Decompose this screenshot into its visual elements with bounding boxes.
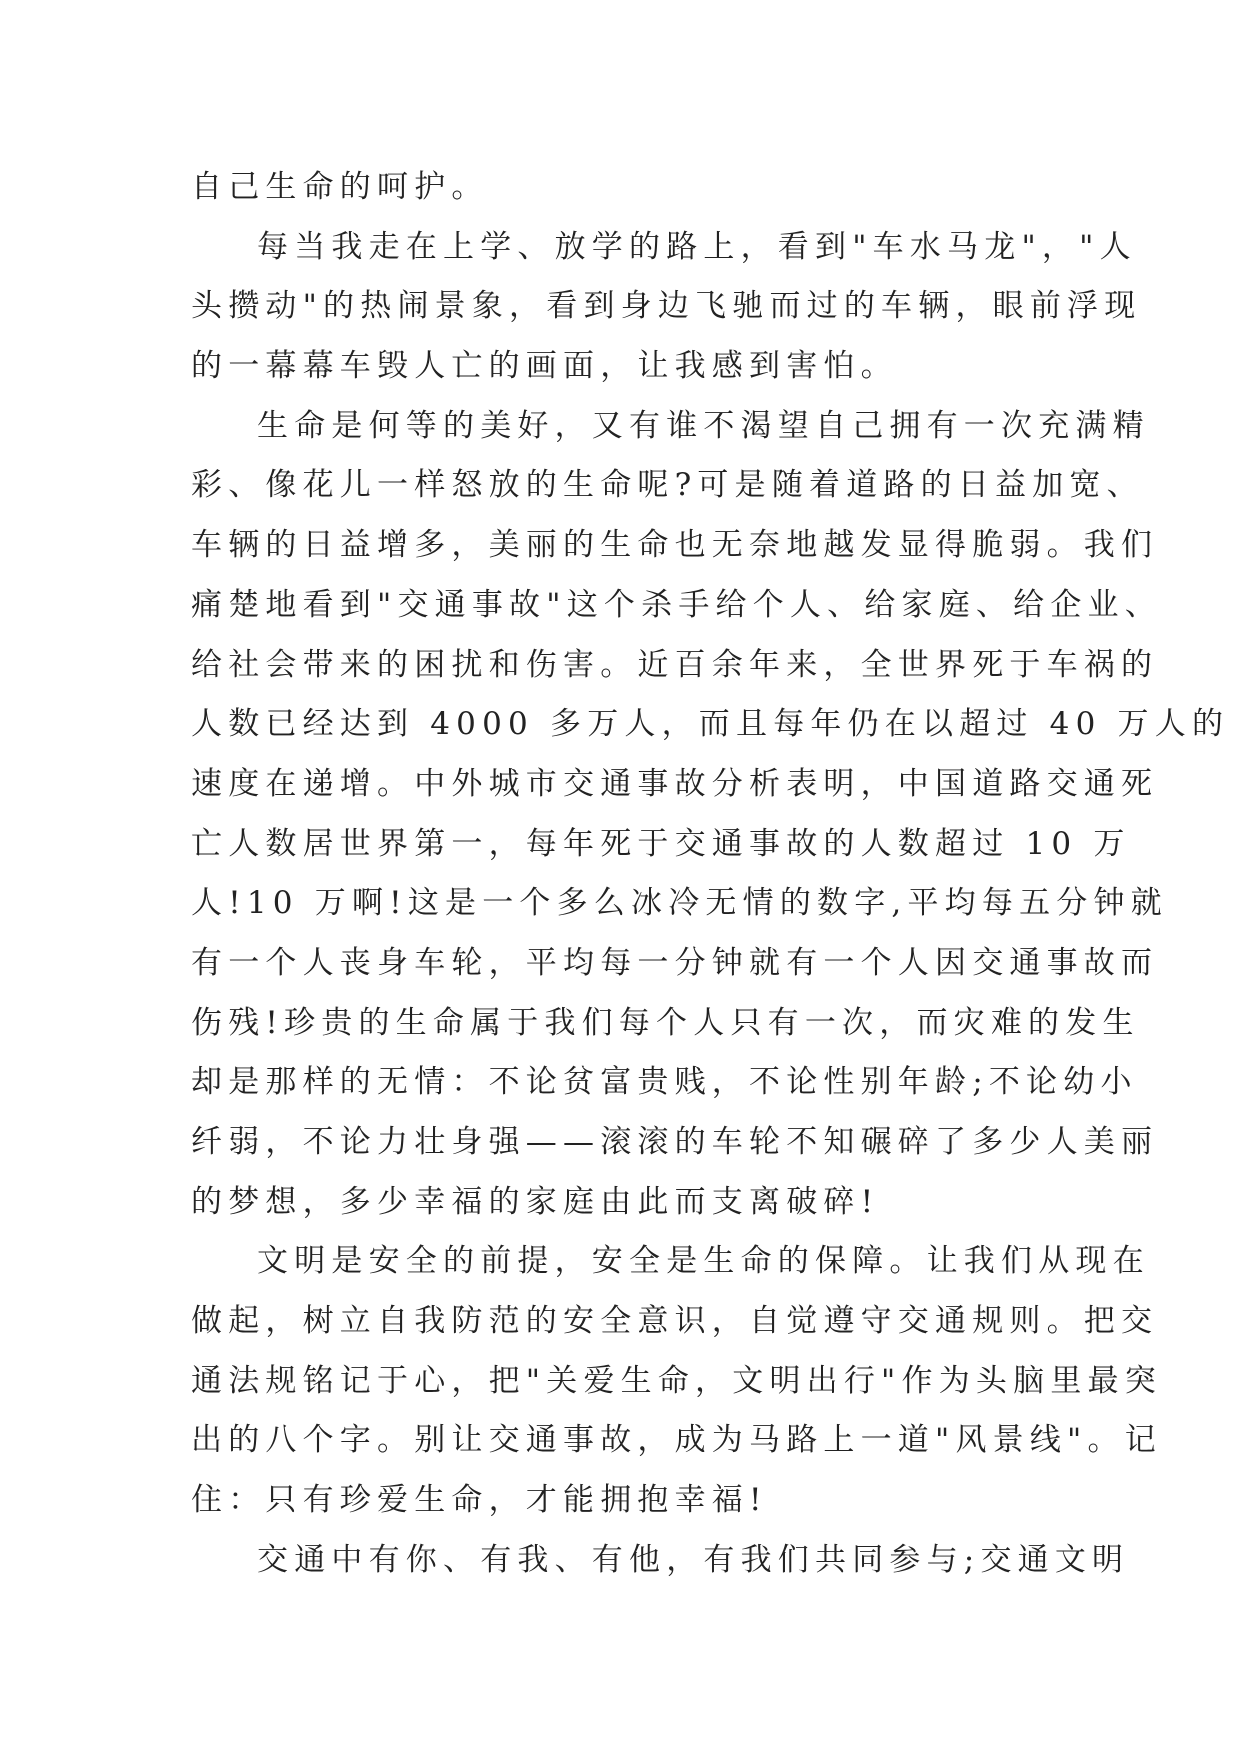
text-line: 人!10 万啊!这是一个多么冰冷无情的数字,平均每五分钟就 (191, 885, 1168, 922)
body-text (191, 158, 1230, 1591)
paragraph-first-line: 交通中有你、有我、有他，有我们共同参与;交通文明 (257, 1541, 1130, 1578)
text-line: 彩、像花儿一样怒放的生命呢?可是随着道路的日益加宽、 (191, 467, 1144, 504)
text-line: 给社会带来的困扰和伤害。近百余年来，全世界死于车祸的 (191, 646, 1159, 683)
text-line: 痛楚地看到"交通事故"这个杀手给个人、给家庭、给企业、 (191, 586, 1162, 623)
paragraph-first-line: 文明是安全的前提，安全是生命的保障。让我们从现在 (257, 1243, 1150, 1280)
text-line: 的梦想，多少幸福的家庭由此而支离破碎! (191, 1183, 880, 1220)
text-line: 人数已经达到 4000 多万人，而且每年仍在以超过 40 万人的 (191, 706, 1230, 743)
text-line: 有一个人丧身车轮，平均每一分钟就有一个人因交通事故而 (191, 944, 1159, 981)
text-line: 自己生命的呵护。 (191, 169, 489, 205)
text-line: 的一幕幕车毁人亡的画面，让我感到害怕。 (191, 348, 898, 385)
text-line: 纤弱，不论力壮身强——滚滚的车轮不知碾碎了多少人美丽 (191, 1124, 1159, 1160)
text-line: 头攒动"的热闹景象，看到身边飞驰而过的车辆，眼前浮现 (191, 288, 1142, 325)
text-line: 住：只有珍爱生命，才能拥抱幸福! (191, 1482, 768, 1519)
text-line: 做起，树立自我防范的安全意识，自觉遵守交通规则。把交 (191, 1303, 1159, 1340)
text-line: 却是那样的无情：不论贫富贵贱，不论性别年龄;不论幼小 (191, 1064, 1138, 1101)
paragraph-first-line: 每当我走在上学、放学的路上，看到"车水马龙"，"人 (257, 228, 1137, 265)
text-line: 伤残!珍贵的生命属于我们每个人只有一次，而灾难的发生 (191, 1004, 1140, 1041)
paragraph-first-line: 生命是何等的美好，又有谁不渴望自己拥有一次充满精 (257, 407, 1150, 444)
text-line: 通法规铭记于心，把"关爱生命，文明出行"作为头脑里最突 (191, 1362, 1162, 1399)
text-line: 出的八个字。别让交通事故，成为马路上一道"风景线"。记 (191, 1422, 1162, 1459)
text-line: 亡人数居世界第一，每年死于交通事故的人数超过 10 万 (191, 825, 1131, 862)
text-line: 速度在递增。中外城市交通事故分析表明，中国道路交通死 (191, 765, 1159, 802)
text-line: 车辆的日益增多，美丽的生命也无奈地越发显得脆弱。我们 (191, 527, 1159, 564)
